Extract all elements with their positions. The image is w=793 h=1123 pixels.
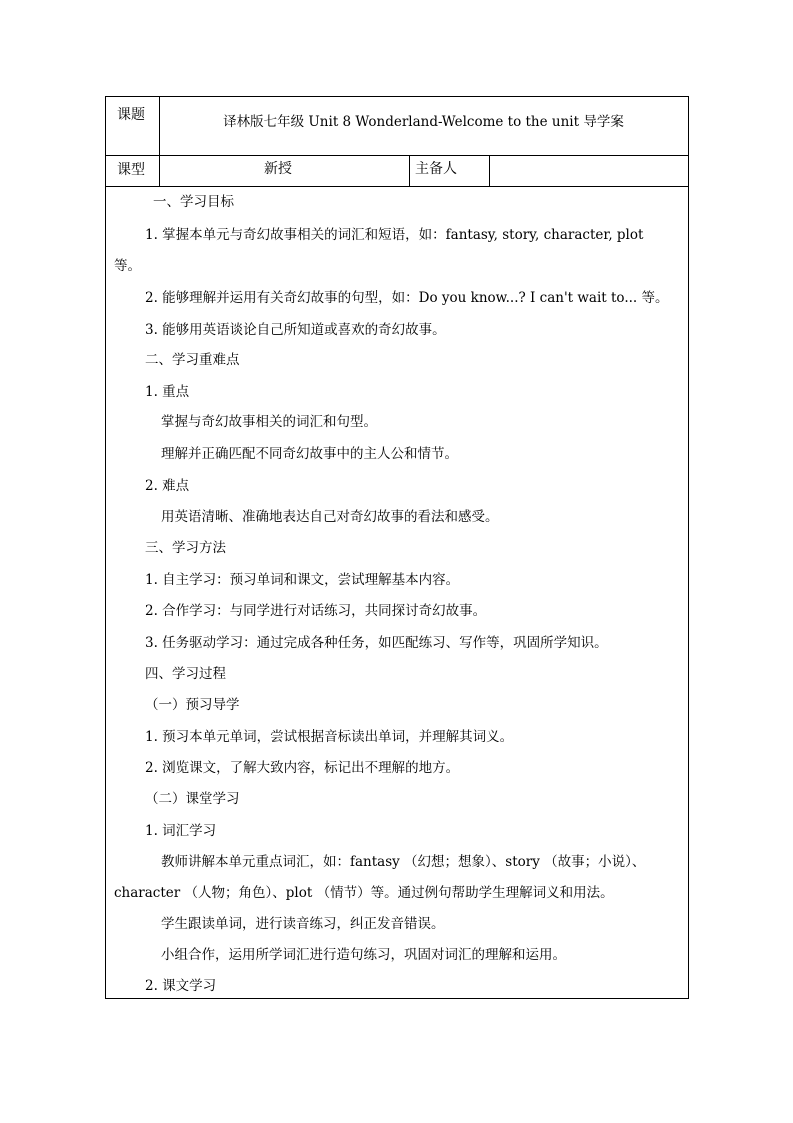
- difficult-point-line-1: 用英语清晰、准确地表达自己对奇幻故事的看法和感受。: [161, 509, 499, 525]
- column-divider: [489, 156, 490, 186]
- preparer-label: 主备人: [415, 161, 457, 177]
- preview-item-1: 1. 预习本单元单词，尝试根据音标读出单词，并理解其词义。: [145, 729, 514, 745]
- vocab-line-4: 小组合作，运用所学词汇进行造句练习，巩固对词汇的理解和运用。: [161, 947, 566, 963]
- objective-item-2: 2. 能够理解并运用有关奇幻故事的句型，如：Do you know...? I can't wait to... 等。: [145, 290, 669, 306]
- title-label: 课题: [117, 107, 145, 123]
- vocab-line-2: character （人物；角色）、plot （情节）等。通过例句帮助学生理解词义和用法。: [114, 885, 614, 901]
- column-divider: [159, 156, 160, 186]
- vocab-heading: 1. 词汇学习: [145, 823, 217, 839]
- subsection-classroom: （二）课堂学习: [145, 791, 240, 807]
- subsection-preview: （一）预习导学: [145, 697, 240, 713]
- type-label: 课型: [117, 162, 145, 178]
- objective-item-1: 1. 掌握本单元与奇幻故事相关的词汇和短语，如：fantasy, story, character, plot: [145, 227, 644, 243]
- text-study-heading: 2. 课文学习: [145, 978, 217, 994]
- section-heading-objectives: 一、学习目标: [153, 194, 234, 210]
- objective-item-1-continued: 等。: [114, 258, 141, 274]
- section-heading-methods: 三、学习方法: [145, 540, 226, 556]
- key-point-line-1: 掌握与奇幻故事相关的词汇和句型。: [161, 414, 377, 430]
- type-row: [106, 156, 688, 187]
- type-value: 新授: [264, 161, 292, 177]
- preview-item-2: 2. 浏览课文，了解大致内容，标记出不理解的地方。: [145, 760, 460, 776]
- title-row: [106, 97, 688, 156]
- section-heading-key-points: 二、学习重难点: [145, 352, 240, 368]
- vocab-line-3: 学生跟读单词，进行读音练习，纠正发音错误。: [161, 916, 445, 932]
- content-cell: [106, 188, 688, 998]
- lesson-title: 译林版七年级 Unit 8 Wonderland-Welcome to the unit 导学案: [223, 114, 624, 130]
- key-points-heading: 1. 重点: [145, 384, 190, 400]
- method-item-2: 2. 合作学习：与同学进行对话练习，共同探讨奇幻故事。: [145, 603, 487, 619]
- vocab-line-1: 教师讲解本单元重点词汇，如：fantasy （幻想；想象）、story （故事；小说）、: [161, 854, 646, 870]
- objective-item-3: 3. 能够用英语谈论自己所知道或喜欢的奇幻故事。: [145, 322, 446, 338]
- column-divider: [409, 156, 410, 186]
- lesson-plan-table: [105, 96, 689, 999]
- section-heading-process: 四、学习过程: [145, 666, 226, 682]
- method-item-3: 3. 任务驱动学习：通过完成各种任务，如匹配练习、写作等，巩固所学知识。: [145, 635, 608, 651]
- difficult-points-heading: 2. 难点: [145, 478, 190, 494]
- key-point-line-2: 理解并正确匹配不同奇幻故事中的主人公和情节。: [161, 446, 458, 462]
- method-item-1: 1. 自主学习：预习单词和课文，尝试理解基本内容。: [145, 572, 460, 588]
